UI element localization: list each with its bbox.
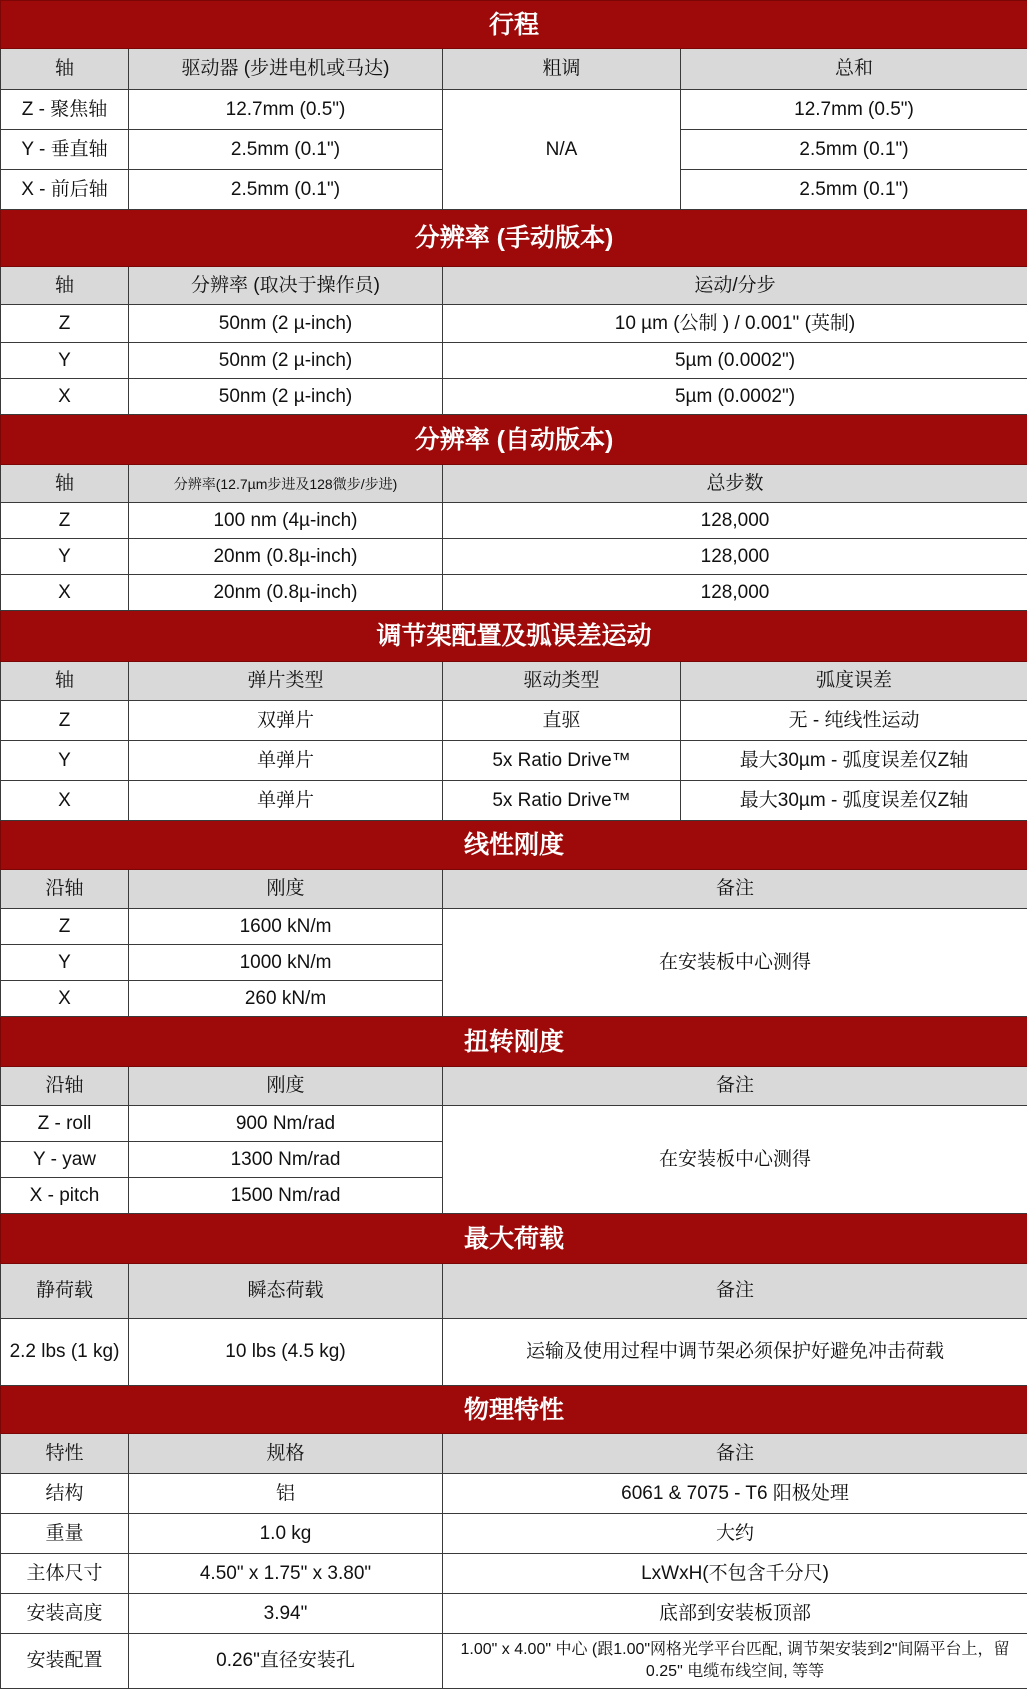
column-header: 瞬态荷载	[129, 1264, 443, 1319]
column-header: 弧度误差	[681, 662, 1027, 701]
stiffness-cell: 1600 kN/m	[129, 909, 443, 945]
coarse-travel-merged-cell: N/A	[443, 90, 681, 210]
resolution-cell: 50nm (2 µ-inch)	[129, 379, 443, 415]
axis-cell: X	[1, 781, 129, 821]
table-row	[1, 1106, 1027, 1142]
table-row	[1, 305, 1027, 343]
property-cell: 安装配置	[1, 1634, 129, 1689]
axis-cell: Z	[1, 503, 129, 539]
column-header: 轴	[1, 465, 129, 503]
total-travel-cell: 12.7mm (0.5")	[681, 90, 1027, 130]
column-header: 备注	[443, 870, 1027, 909]
column-header: 总步数	[443, 465, 1027, 503]
axis-cell: X	[1, 981, 129, 1017]
resolution-cell: 50nm (2 µ-inch)	[129, 305, 443, 343]
total-travel-cell: 2.5mm (0.1")	[681, 170, 1027, 210]
table-row	[1, 741, 1027, 781]
table-row	[1, 539, 1027, 575]
flexure-type-cell: 单弹片	[129, 741, 443, 781]
axis-cell: X	[1, 575, 129, 611]
note-cell: LxWxH(不包含千分尺)	[443, 1554, 1027, 1594]
section-title-travel: 行程	[1, 1, 1027, 49]
table-row	[1, 343, 1027, 379]
column-header: 备注	[443, 1264, 1027, 1319]
property-cell: 重量	[1, 1514, 129, 1554]
section-title-linear-stiffness: 线性刚度	[1, 821, 1027, 870]
physical-column-headers	[1, 1434, 1027, 1474]
spec-cell: 铝	[129, 1474, 443, 1514]
spec-cell: 1.0 kg	[129, 1514, 443, 1554]
section-travel-header-row	[1, 1, 1027, 49]
column-header: 驱动器 (步进电机或马达)	[129, 49, 443, 90]
total-steps-cell: 128,000	[443, 539, 1027, 575]
stiffness-cell: 1000 kN/m	[129, 945, 443, 981]
transient-load-cell: 10 lbs (4.5 kg)	[129, 1319, 443, 1386]
axis-cell: Y - yaw	[1, 1142, 129, 1178]
axis-cell: Y - 垂直轴	[1, 130, 129, 170]
column-header: 规格	[129, 1434, 443, 1474]
column-header: 静荷载	[1, 1264, 129, 1319]
axis-cell: Z - 聚焦轴	[1, 90, 129, 130]
table-row	[1, 503, 1027, 539]
load-note-cell: 运输及使用过程中调节架必须保护好避免冲击荷载	[443, 1319, 1027, 1386]
column-header: 沿轴	[1, 870, 129, 909]
column-header: 特性	[1, 1434, 129, 1474]
section-title-resolution-auto: 分辨率 (自动版本)	[1, 415, 1027, 465]
spec-cell: 3.94"	[129, 1594, 443, 1634]
table-row	[1, 1554, 1027, 1594]
arc-error-cell: 最大30µm - 弧度误差仅Z轴	[681, 741, 1027, 781]
linear-column-headers	[1, 870, 1027, 909]
static-load-cell: 2.2 lbs (1 kg)	[1, 1319, 129, 1386]
section-load-header-row	[1, 1214, 1027, 1264]
spec-cell: 0.26"直径安装孔	[129, 1634, 443, 1689]
config-column-headers	[1, 662, 1027, 701]
torsion-column-headers	[1, 1067, 1027, 1106]
table-row	[1, 90, 1027, 130]
property-cell: 安装高度	[1, 1594, 129, 1634]
load-column-headers	[1, 1264, 1027, 1319]
resolution-cell: 100 nm (4µ-inch)	[129, 503, 443, 539]
section-physical-header-row	[1, 1386, 1027, 1434]
table-row	[1, 781, 1027, 821]
res-manual-column-headers	[1, 267, 1027, 305]
total-steps-cell: 128,000	[443, 575, 1027, 611]
axis-cell: Y	[1, 539, 129, 575]
linear-note-merged-cell: 在安装板中心测得	[443, 909, 1027, 1017]
total-steps-cell: 128,000	[443, 503, 1027, 539]
column-header: 运动/分步	[443, 267, 1027, 305]
total-travel-cell: 2.5mm (0.1")	[681, 130, 1027, 170]
table-row	[1, 701, 1027, 741]
property-cell: 主体尺寸	[1, 1554, 129, 1594]
axis-cell: Z	[1, 909, 129, 945]
flexure-type-cell: 双弹片	[129, 701, 443, 741]
note-cell: 底部到安装板顶部	[443, 1594, 1027, 1634]
column-header: 刚度	[129, 1067, 443, 1106]
drive-travel-cell: 2.5mm (0.1")	[129, 130, 443, 170]
axis-cell: Y	[1, 741, 129, 781]
table-row	[1, 575, 1027, 611]
stiffness-cell: 260 kN/m	[129, 981, 443, 1017]
table-row	[1, 1319, 1027, 1386]
drive-travel-cell: 12.7mm (0.5")	[129, 90, 443, 130]
axis-cell: Y	[1, 945, 129, 981]
table-row	[1, 1634, 1027, 1689]
column-header: 轴	[1, 267, 129, 305]
note-cell: 1.00" x 4.00" 中心 (跟1.00"网格光学平台匹配, 调节架安装到2"间隔平台上，留0.25" 电缆布线空间, 等等	[443, 1634, 1027, 1689]
resolution-cell: 20nm (0.8µ-inch)	[129, 575, 443, 611]
resolution-cell: 20nm (0.8µ-inch)	[129, 539, 443, 575]
column-header: 粗调	[443, 49, 681, 90]
torsion-note-merged-cell: 在安装板中心测得	[443, 1106, 1027, 1214]
table-row	[1, 1594, 1027, 1634]
axis-cell: X	[1, 379, 129, 415]
column-header: 弹片类型	[129, 662, 443, 701]
section-linear-header-row	[1, 821, 1027, 870]
section-title-physical: 物理特性	[1, 1386, 1027, 1434]
resolution-cell: 50nm (2 µ-inch)	[129, 343, 443, 379]
column-header: 分辨率(12.7µm步进及128微步/步进)	[129, 465, 443, 503]
column-header: 沿轴	[1, 1067, 129, 1106]
column-header: 备注	[443, 1434, 1027, 1474]
section-title-resolution-manual: 分辨率 (手动版本)	[1, 210, 1027, 267]
axis-cell: X - pitch	[1, 1178, 129, 1214]
motion-step-cell: 10 µm (公制 ) / 0.001" (英制)	[443, 305, 1027, 343]
arc-error-cell: 无 - 纯线性运动	[681, 701, 1027, 741]
column-header: 备注	[443, 1067, 1027, 1106]
axis-cell: X - 前后轴	[1, 170, 129, 210]
stiffness-cell: 1500 Nm/rad	[129, 1178, 443, 1214]
section-title-max-load: 最大荷载	[1, 1214, 1027, 1264]
section-res-manual-header-row	[1, 210, 1027, 267]
motion-step-cell: 5µm (0.0002")	[443, 379, 1027, 415]
drive-type-cell: 直驱	[443, 701, 681, 741]
stiffness-cell: 1300 Nm/rad	[129, 1142, 443, 1178]
note-cell: 大约	[443, 1514, 1027, 1554]
property-cell: 结构	[1, 1474, 129, 1514]
column-header: 刚度	[129, 870, 443, 909]
table-row	[1, 379, 1027, 415]
section-res-auto-header-row	[1, 415, 1027, 465]
section-title-mount-config: 调节架配置及弧误差运动	[1, 611, 1027, 662]
section-torsion-header-row	[1, 1017, 1027, 1067]
drive-travel-cell: 2.5mm (0.1")	[129, 170, 443, 210]
column-header: 轴	[1, 49, 129, 90]
column-header: 分辨率 (取决于操作员)	[129, 267, 443, 305]
table-row	[1, 1474, 1027, 1514]
section-title-torsional-stiffness: 扭转刚度	[1, 1017, 1027, 1067]
res-auto-column-headers	[1, 465, 1027, 503]
axis-cell: Y	[1, 343, 129, 379]
column-header: 驱动类型	[443, 662, 681, 701]
spec-cell: 4.50" x 1.75" x 3.80"	[129, 1554, 443, 1594]
stiffness-cell: 900 Nm/rad	[129, 1106, 443, 1142]
drive-type-cell: 5x Ratio Drive™	[443, 741, 681, 781]
note-cell: 6061 & 7075 - T6 阳极处理	[443, 1474, 1027, 1514]
axis-cell: Z - roll	[1, 1106, 129, 1142]
section-config-header-row	[1, 611, 1027, 662]
axis-cell: Z	[1, 305, 129, 343]
column-header: 总和	[681, 49, 1027, 90]
drive-type-cell: 5x Ratio Drive™	[443, 781, 681, 821]
travel-column-headers	[1, 49, 1027, 90]
motion-step-cell: 5µm (0.0002")	[443, 343, 1027, 379]
table-row	[1, 909, 1027, 945]
axis-cell: Z	[1, 701, 129, 741]
table-row	[1, 1514, 1027, 1554]
column-header: 轴	[1, 662, 129, 701]
arc-error-cell: 最大30µm - 弧度误差仅Z轴	[681, 781, 1027, 821]
flexure-type-cell: 单弹片	[129, 781, 443, 821]
